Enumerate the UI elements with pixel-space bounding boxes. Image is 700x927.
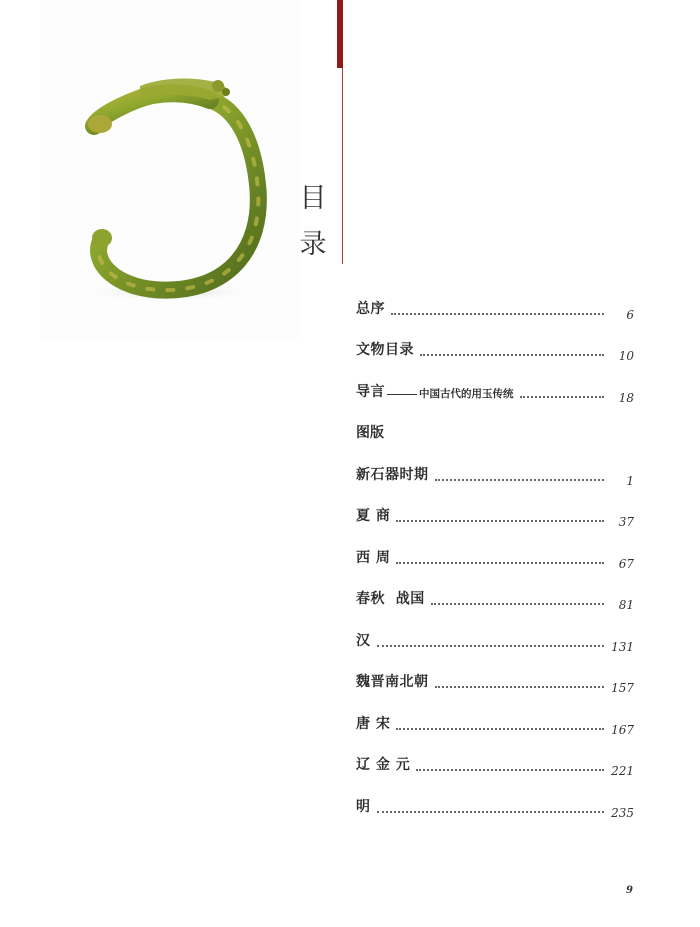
toc-entry-page: 157 — [611, 681, 634, 695]
toc-entry-label: 西 周 — [356, 549, 391, 566]
toc-entry-label: 明 — [356, 798, 371, 815]
toc-entry-label: 唐 宋 — [356, 715, 391, 732]
toc-entry-page: 6 — [626, 307, 634, 322]
toc-plate-entry[interactable] — [356, 743, 634, 785]
toc-heading-plates — [356, 411, 634, 453]
toc-entry-label: 辽 金 元 — [356, 757, 411, 773]
toc-plate-entry[interactable] — [356, 618, 634, 660]
toc-entry-page: 81 — [618, 598, 634, 612]
dot-leader — [435, 685, 605, 688]
toc-entry-page: 18 — [618, 390, 634, 405]
toc-entry-label: 春秋 战国 — [356, 591, 425, 607]
toc-plate-entry[interactable] — [356, 577, 634, 619]
title-char-1: 目 — [299, 183, 327, 214]
toc-entry-introduction[interactable] — [356, 369, 634, 411]
toc-heading-label: 图版 — [356, 425, 384, 441]
em-dash — [387, 394, 417, 395]
toc-entry-page: 10 — [618, 349, 634, 363]
toc-entry-page: 67 — [618, 556, 634, 571]
toc-entry-page: 131 — [611, 639, 634, 654]
toc-entry-preface[interactable] — [356, 286, 634, 328]
dot-leader — [396, 519, 604, 522]
jade-dragon-image — [40, 0, 300, 340]
dot-leader — [391, 312, 604, 315]
toc-entry-label: 文物目录 — [356, 342, 414, 358]
toc-plate-entry[interactable] — [356, 494, 634, 536]
table-of-contents — [356, 286, 634, 826]
dot-leader — [416, 768, 604, 771]
dot-leader — [377, 810, 605, 813]
page-number: 9 — [626, 885, 633, 896]
toc-entry-label: 魏晋南北朝 — [356, 674, 429, 690]
toc-entry-page: 1 — [626, 473, 634, 488]
page-title — [293, 176, 333, 268]
toc-plate-entry[interactable] — [356, 452, 634, 494]
dot-leader — [396, 561, 604, 564]
toc-entry-label: 新石器时期 — [356, 466, 429, 483]
toc-entry-label: 总序 — [356, 300, 385, 317]
dot-leader — [396, 727, 604, 730]
toc-plate-entry[interactable] — [356, 701, 634, 743]
dot-leader — [435, 478, 605, 481]
dot-leader — [420, 353, 604, 356]
toc-entry-label: 汉 — [356, 632, 371, 649]
dot-leader — [431, 602, 604, 605]
toc-entry-label: 夏 商 — [356, 508, 391, 524]
dot-leader — [377, 644, 605, 647]
accent-rule — [337, 0, 343, 68]
toc-entry-subtitle: 中国古代的用玉传统 — [419, 387, 514, 400]
vertical-rule — [342, 68, 343, 264]
toc-plate-entry[interactable] — [356, 660, 634, 702]
jade-dragon-illustration — [40, 0, 300, 340]
title-char-2: 录 — [299, 229, 327, 260]
toc-entry-catalog[interactable] — [356, 328, 634, 370]
toc-plate-entry[interactable] — [356, 784, 634, 826]
toc-plate-entry[interactable] — [356, 535, 634, 577]
dot-leader — [520, 395, 605, 398]
toc-entry-page: 221 — [611, 764, 634, 778]
toc-entry-page: 235 — [611, 805, 634, 820]
toc-entry-label: 导言 — [356, 383, 385, 400]
toc-entry-page: 167 — [611, 722, 634, 737]
toc-entry-page: 37 — [618, 515, 634, 529]
